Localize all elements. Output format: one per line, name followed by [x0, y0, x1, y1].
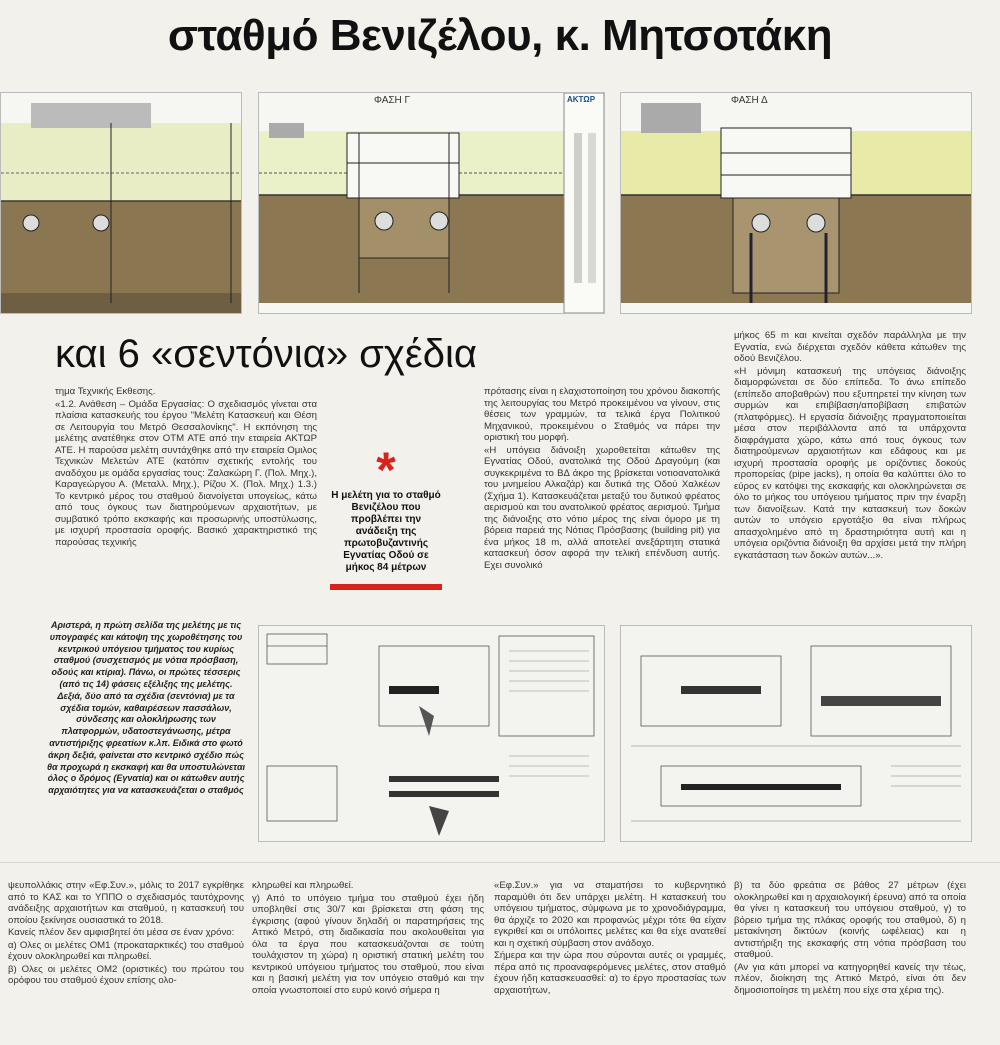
callout-box [330, 450, 442, 590]
lower-column-1 [8, 880, 244, 1040]
phase-drawing-left-svg [1, 93, 241, 313]
lower-column-3 [494, 880, 726, 1040]
phase-g-drawing-svg [259, 93, 604, 313]
phase-drawing-left [0, 92, 242, 314]
phase-g-label: ΦΑΣΗ Γ [374, 95, 411, 106]
asterisk-icon: * [376, 450, 396, 484]
subheadline: και 6 «σεντόνια» σχέδια [55, 332, 477, 376]
upper-col2-para-1: πρότασης είναι η ελαχιστοποίηση του χρόνου διακοπής της λειτουργίας του Μετρό προκειμένου να γίνουν, στις θέσεις των γραμμών, τα τελικά έργα Πολιτικού Μηχανικού, προκειμένου ο Σταθμός να πάρει την οριστική του μορφή. [484, 386, 720, 443]
plan-sheet-middle [258, 625, 605, 842]
upper-column-2 [484, 386, 720, 618]
lower-col3-para-1: «Εφ.Συν.» για να σταματήσει το κυβερνητικό παραμύθι ότι δεν υπάρχει μελέτη. Η κατασκευή του υπόγειου τμήματος, σύμφωνα με το χρονοδιάγραμμα, θα άρχιζε το 2020 και προφανώς μέχρι τότε θα είχαν εγκριθεί και οι υπόλοιπες μελέτες και θα είχε ανατεθεί και η σχετική σύμβαση στον ανάδοχο. [494, 880, 726, 949]
section-divider [0, 862, 1000, 863]
photo-caption: Αριστερά, η πρώτη σελίδα της μελέτης με τις υπογραφές και κάτοψη της χωροθέτησης του κεντρικού υπόγειου τμήματος του κυρίως σταθμού (συσχετισμός με νότια πρόσβαση, οδούς και κτίρια). Πάνω, οι πρώτες τέσσερις (από τις 14) φάσεις εξέλιξης της μελέτης. Δεξιά, δύο από τα σχέδια (σεντόνια) με τα σχέδια τομών, καθαιρέσεων πασσάλων, σύνδεσης και ολοκλήρωσης των πλατφορμών, υδατοστεγάνωσης, μέτρα αντιστήριξης φρεατίων κ.λπ. Ειδικά στο φωτό άκρη δεξιά, φαίνεται στο κεντρικό σχέδιο πώς θα προχωρά η εκσκαφή και θα υποστυλώνεται όλος ο δρόμος (Εγνατία) και οι κάτωθεν αυτής αρχαιότητες για να κατασκευάζεται ο σταθμός [46, 620, 246, 796]
upper-column-1 [55, 386, 317, 618]
upper-col3-para-1: μήκος 65 m και κινείται σχεδόν παράλληλα με την Εγνατία, ενώ διέρχεται σχεδόν κάθετα κάτωθεν της οδού Βενιζέλου. [734, 330, 966, 364]
lower-col4-para-2: (Αν για κάτι μπορεί να κατηγορηθεί κανείς την τέως, πλέον, διοίκηση της Αττικό Μετρό, είναι ότι δεν δημοσιοποίησε τη μελέτη που είχε στα χέρια της). [734, 961, 966, 996]
upper-col1-para-1: τημα Τεχνικής Εκθεσης. [55, 386, 156, 397]
aktor-logo-label: ΑΚΤΩΡ [567, 95, 596, 104]
lower-col1-para-4: β) Ολες οι μελέτες ΟΜ2 (οριστικές) του πρώτου του ορόφου του σταθμού έχουν επίσης ολο- [8, 963, 244, 986]
lower-column-4 [734, 880, 966, 1040]
plan-sheet-right [620, 625, 972, 842]
lower-column-2 [252, 880, 484, 1040]
lower-col1-para-1: ψευπολλάκις στην «Εφ.Συν.», μόλις το 2017 εγκρίθηκε από το ΚΑΣ και το ΥΠΠΟ ο σχεδιασμός ταυτόχρονης ανάδειξης αρχαιοτήτων και σταθμού, η κατασκευή του οποίου ξεκίνησε ουσιαστικά το 2018. [8, 880, 244, 926]
lower-col4-para-1: β) τα δύο φρεάτια σε βάθος 27 μέτρων (έχει ολοκληρωθεί και η αρχαιολογική έρευνα) από τα οποία θα γίνει η κατασκευή του υπόγειου σταθμού, γ) το βόρειο τμήμα της πλάκας οροφής του σταθμού, δ) η μετακίνηση δικτύων (κοινής ωφέλειας) και η αντιστήριξη της εκσκαφής στη νότια πρόσβαση του σταθμού. [734, 880, 966, 960]
lower-col3-para-2: Σήμερα και την ώρα που σύρονται αυτές οι γραμμές, πέρα από τις προαναφερόμενες μελέτες, στον σταθμό έχουν ήδη κατασκευασθεί: α) το έργο προστασίας των αρχαιοτήτων, [494, 950, 726, 996]
plan-sheet-right-svg [621, 626, 971, 841]
phase-d-drawing-svg [621, 93, 971, 313]
lower-col1-para-3: α) Ολες οι μελέτες ΟΜ1 (προκαταρκτικές) του σταθμού έχουν ολοκληρωθεί και πληρωθεί. [8, 939, 244, 962]
lower-col2-para-2: γ) Από το υπόγειο τμήμα του σταθμού έχει ήδη υποβληθεί στις 30/7 και βρίσκεται στη φάση της έγκρισης (αφού γίνουν δηλαδή οι παρατηρήσεις της Αττικό Μετρό, στη διαδικασία που ακολουθείται για όλα τα έργα που κατασκευάζονται σε τούτη τουλάχιστον τη χώρα) η οριστική στατική μελέτη του κεντρικού υπόγειου τμήματος του σταθμού, που είναι και η βασική μελέτη για τον υπόγειο σταθμό και την οποία γνωστοποιεί στο ευρύ κοινό σήμερα η [252, 892, 484, 996]
headline: σταθμό Βενιζέλου, κ. Μητσοτάκη [167, 11, 833, 60]
lower-col1-para-2: Κανείς πλέον δεν αμφισβητεί ότι μέσα σε έναν χρόνο: [8, 927, 235, 938]
callout-text: Η μελέτη για το σταθμό Βενιζέλου που προβλέπει την ανάδειξη της πρωτοβυζαντινής Εγνατίας Οδού σε μήκος 84 μέτρων [331, 490, 441, 573]
lower-col2-para-1: κληρωθεί και πληρωθεί. [252, 880, 354, 891]
upper-col3-para-2: «Η μόνιμη κατασκευή της υπόγειας διάνοιξης διαμορφώνεται σε δύο επίπεδα. Το άνω επίπεδο (επίπεδο αποβαθρών) που εξυπηρετεί την κίνηση των συρμών και επιβίβαση/αποβίβαση επιβατών (πλατφόρμες). Η εργασία διάνοιξης πραγματοποιείται μέσα στον περιβάλλοντα από τα υπάρχοντα διαφράγματα χώρο, κάτω από τους όγκους των διατηρούμενων αρχαιοτήτων και εδάφους και με ισχυρή προστασία οροφής με οριζόντιες δοκούς προπορείας (pipe jacks), η οποία θα καλύπτει όλο το εύρος εν κατόψει της εκσκαφής και ολοκληρώνεται σε όλο το μήκος του υπόγειου τμήματος πριν την έναρξη των διανοίξεων. Κατά την κατασκευή των δοκών αυτών το υπόγειο εργοτάξιο θα είναι πλήρως απασχολημένο από τη δραστηριότητα αυτή και η υπόγεια οριζόντια διάνοιξη θα αρχίσει μετά την πλήρη εγκατάσταση των δοκών αυτών...». [734, 365, 966, 561]
plan-sheet-middle-svg [259, 626, 604, 841]
phase-d-drawing [620, 92, 972, 314]
upper-col1-para-2: «1.2. Ανάθεση – Ομάδα Εργασίας: Ο σχεδιασμός γίνεται στα πλαίσια κατασκευής του έργου "Μελέτη Κατασκευή και Θέση σε Λειτουργία του Μετρό Θεσσαλονίκης". Η εκπόνηση της μελέτης ανατέθηκε στον ΟΤΜ ΑΤΕ από την εταιρεία ΑΚΤΩΡ ΑΤΕ. Η παρούσα μελέτη συντάχθηκε από την εταιρεία Ομιλος Τεχνικών Μελετών ΑΤΕ (κατόπιν σχετικής εντολής του αναδόχου με ομάδα εργασίας τους: Ζαλακώρη Γ. (Πολ. Μηχ.), Καραγεώργου Α. (Μεταλλ. Μηχ.), Ρίζου Χ. (Πολ. Μηχ.) 1.3.) Το κεντρικό μέρος του σταθμού διανοίγεται υπογείως, κάτω από τους όγκους των διατηρούμενων αρχαιοτήτων, με συμβατικό τρόπο εκσκαφής και προσωρινής υποστύλωσης, με ισχυρή προστασία οροφής. Βασικό χαρακτηριστικό της παρούσας τεχνικής [55, 398, 317, 548]
phase-g-drawing [258, 92, 605, 314]
phase-d-label: ΦΑΣΗ Δ [731, 95, 768, 106]
callout-red-bar [330, 584, 442, 590]
upper-col2-para-2: «Η υπόγεια διάνοιξη χωροθετείται κάτωθεν της Εγνατίας Οδού, ανατολικά της Οδού Δραγούμη (και συγκεκριμένα το ΒΔ άκρο της βρίσκεται νοτιοανατολικά του μνημείου Αλκαζάρ) και δυτικά της Οδού Χαλκέων (Σχήμα 1). Κατασκευάζεται μεταξύ του δυτικού φρέατος αερισμού και του ανατολικού φρέατος αερισμού. Τμήμα της διάνοιξης στο νότιο μέρος της είναι όμορο με τη βόρεια παρειά της Νότιας Πρόσβασης (building pit) για ένα μήκος 18 m, αλλά αποτελεί ανεξάρτητη στατικά κατασκευή όσον αφορά την τελική επένδυση αυτής. Εχει συνολικό [484, 444, 720, 571]
upper-column-3 [734, 330, 966, 620]
